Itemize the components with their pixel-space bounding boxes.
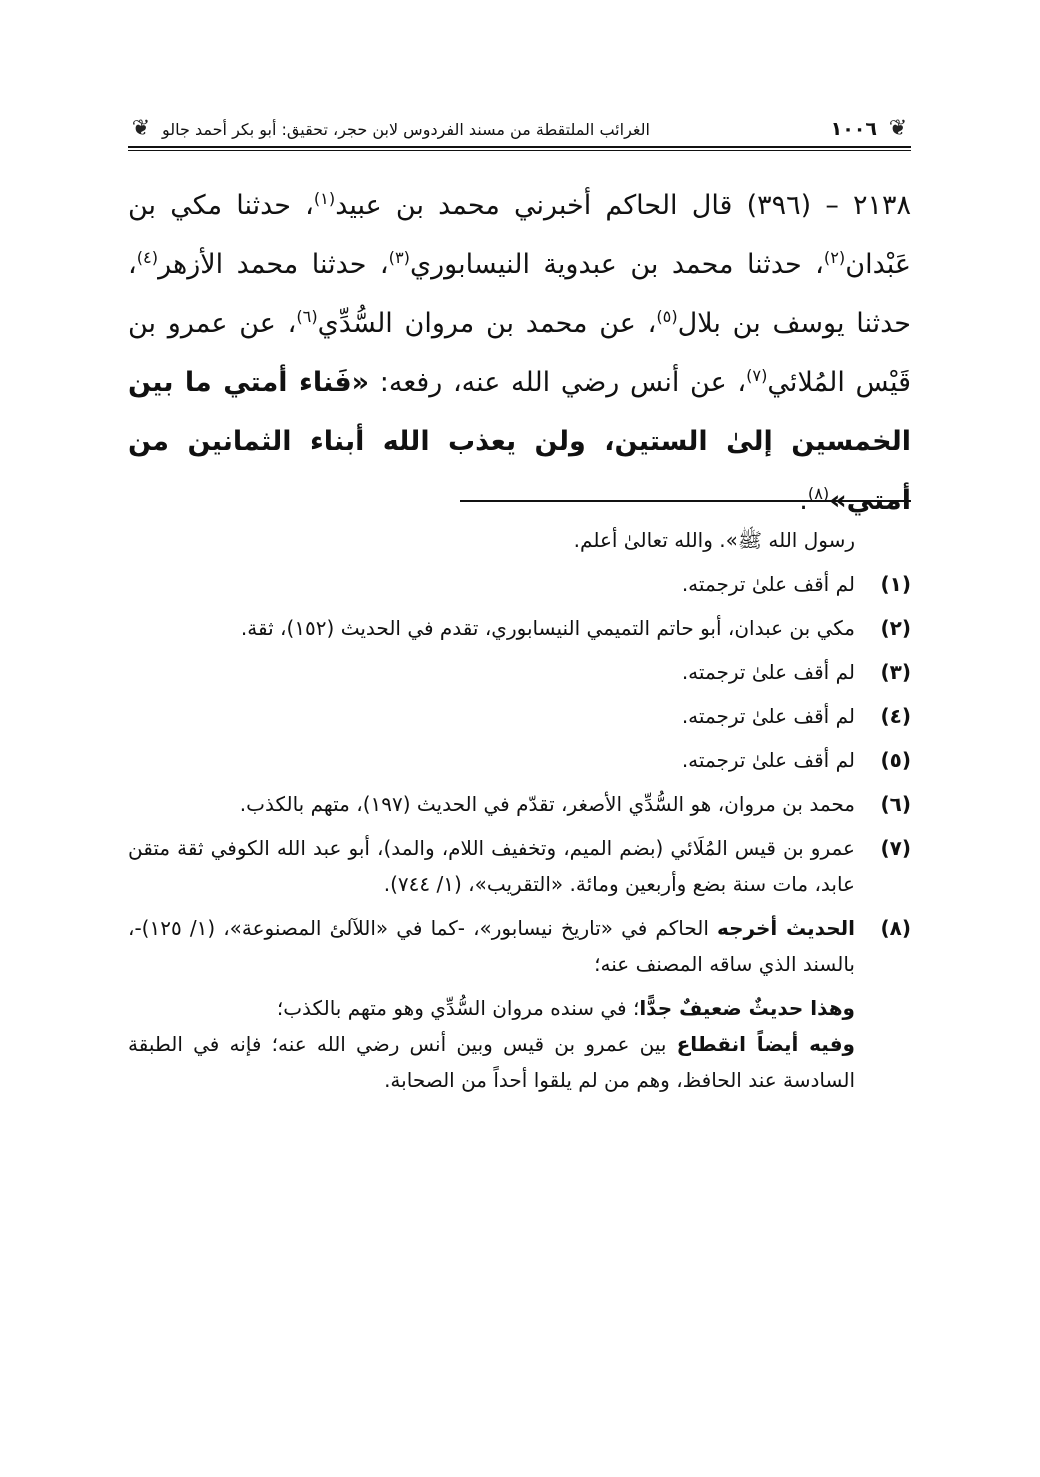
footnote-text: لم أقف علىٰ ترجمته. [681, 660, 855, 684]
footnote-ref[interactable]: (٣) [388, 248, 410, 267]
footnote-number: (٣) [880, 660, 911, 684]
text-run: الحاكم في «تاريخ نيسابور»، -كما في «اللآلئ المصنوعة»، (١/ ١٢٥)-، بالسند الذي ساقه المصنف عنه؛ [128, 916, 855, 976]
footnote-number: (٥) [880, 748, 911, 772]
footnote-item [128, 830, 911, 902]
footnote-text [128, 910, 855, 982]
assessment-bold: وهذا حديثٌ ضعيفٌ جدًّا [639, 996, 855, 1020]
footnote-item [128, 910, 911, 982]
footnote-ref[interactable]: (٧) [746, 366, 768, 385]
footnote-divider [460, 500, 911, 502]
footnote-item [128, 698, 911, 734]
footnote-ref[interactable]: (٢) [823, 248, 846, 267]
footnote-item [128, 654, 911, 690]
footnote-text: لم أقف علىٰ ترجمته. [681, 704, 855, 728]
footnote-number: (٢) [880, 616, 911, 640]
text-run: ، حدثنا محمد بن عبدوية النيسابوري [410, 249, 824, 280]
text-run: ٢١٣٨ – (٣٩٦) قال الحاكم أخبرني محمد بن عبيد [335, 190, 911, 221]
assessment-paragraph [128, 1026, 911, 1098]
footnote-bold: الحديث أخرجه [717, 916, 855, 940]
text-run: ، عن أنس رضي الله عنه، رفعه: [369, 367, 747, 398]
footnote-ref[interactable]: (٨) [807, 484, 830, 503]
footnote-text: عمرو بن قيس المُلَائي (بضم الميم، وتخفيف اللام، والمد)، أبو عبد الله الكوفي ثقة متقن عابد، مات سنة بضع وأربعين ومائة. «التقريب»، (١/ ٧٤٤). [128, 836, 855, 896]
text-run: بين عمرو بن قيس وبين أنس رضي الله عنه؛ فإنه في الطبقة السادسة عند الحافظ، وهم من لم يلقوا أحداً من الصحابة. [128, 1032, 855, 1092]
hadith-text: «فَناء أمتي ما بين الخمسين إلىٰ الستين، ولن يعذب الله أبناء الثمانين من أمتي» [128, 367, 911, 516]
footnote-number: (٧) [880, 836, 911, 860]
assessment-bold: وفيه أيضاً انقطاع [676, 1032, 855, 1056]
text-run: ، عن محمد بن مروان السُّدِّي [317, 308, 657, 339]
text-run: . [799, 485, 808, 516]
footnote-text: لم أقف علىٰ ترجمته. [681, 748, 855, 772]
hadith-paragraph [128, 176, 911, 530]
running-title: الغرائب الملتقطة من مسند الفردوس لابن حجر، تحقيق: أبو بكر أحمد جالو [162, 120, 650, 139]
text-run: ، عن عمرو بن قَيْس المُلائي [128, 308, 912, 398]
footnote-item [128, 566, 911, 602]
footnote-number: (٨) [880, 916, 911, 940]
footnote-number: (٦) [880, 792, 911, 816]
footnotes [128, 522, 911, 1098]
assessment-paragraph [128, 990, 911, 1026]
footnote-text: مكي بن عبدان، أبو حاتم التميمي النيسابوري، تقدم في الحديث (١٥٢)، ثقة. [240, 616, 855, 640]
text-run: ، حدثنا يوسف بن بلال [128, 249, 911, 339]
footnote-item [128, 610, 911, 646]
header-rule [128, 150, 911, 151]
ornament-icon: ❦ [888, 116, 908, 141]
footnote-item [128, 786, 911, 822]
header-rule [128, 146, 911, 148]
footnote-text: محمد بن مروان، هو السُّدِّي الأصغر، تقدّم في الحديث (١٩٧)، متهم بالكذب. [239, 792, 855, 816]
text-run: ، حدثنا محمد الأزهر [158, 249, 389, 280]
footnote-continuation: رسول الله ﷺ». والله تعالىٰ أعلم. [573, 528, 855, 552]
footnote-ref[interactable]: (٥) [656, 307, 678, 326]
footnote-item [128, 742, 911, 778]
running-header [128, 112, 911, 152]
ornament-icon: ❦ [131, 116, 151, 141]
footnote-ref[interactable]: (١) [313, 189, 336, 208]
footnote-number: (٤) [880, 704, 911, 728]
footnote-text: لم أقف علىٰ ترجمته. [681, 572, 855, 596]
footnote-number: (١) [880, 572, 911, 596]
text-run: ؛ في سنده مروان السُّدِّي وهو متهم بالكذب؛ [276, 996, 640, 1020]
page-number: ١٠٠٦ [830, 118, 877, 140]
footnote-ref[interactable]: (٤) [136, 248, 159, 267]
text-run: ، حدثنا مكي بن عَبْدان [128, 190, 911, 280]
footnote-ref[interactable]: (٦) [296, 307, 318, 326]
